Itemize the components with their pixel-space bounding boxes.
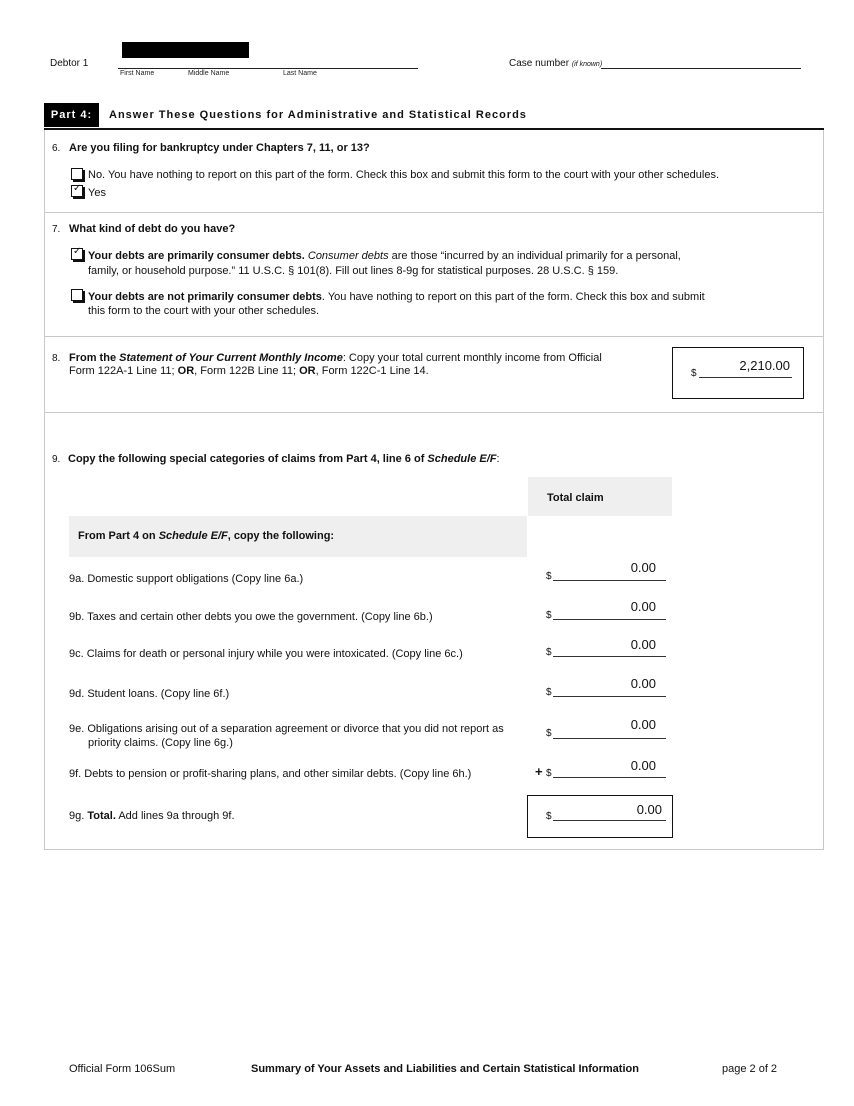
check-mark-icon: ✓ bbox=[73, 183, 82, 194]
row-9d-value[interactable]: 0.00 bbox=[630, 676, 656, 691]
check-mark-icon: ✓ bbox=[73, 246, 82, 257]
q7-consumer-text: Your debts are primarily consumer debts. Consumer debts are those “incurred by an individual primarily for a personal, bbox=[88, 250, 681, 262]
redacted-name bbox=[122, 42, 249, 58]
row-9d-label: 9d. Student loans. (Copy line 6f.) bbox=[69, 688, 230, 700]
q7-number: 7. bbox=[52, 224, 61, 235]
q9-question: Copy the following special categories of claims from Part 4, line 6 of Schedule E/F: bbox=[68, 453, 500, 465]
case-number-line bbox=[601, 68, 801, 69]
first-name-caption: First Name bbox=[120, 70, 155, 77]
question-9-section bbox=[44, 412, 824, 850]
row-9e-underline bbox=[553, 738, 666, 739]
row-9b-underline bbox=[553, 619, 666, 620]
q7-consumer-text-line2: family, or household purpose.” 11 U.S.C. § 101(8). Fill out lines 8-9g for statistical purposes. 28 U.S.C. § 159. bbox=[88, 265, 619, 277]
q8-text-line1: From the Statement of Your Current Monthly Income: Copy your total current monthly income from Official bbox=[69, 352, 602, 364]
row-9g-value[interactable]: 0.00 bbox=[636, 802, 662, 817]
row-9c-value[interactable]: 0.00 bbox=[630, 637, 656, 652]
row-9a-label: 9a. Domestic support obligations (Copy line 6a.) bbox=[69, 573, 304, 585]
footer-title: Summary of Your Assets and Liabilities and Certain Statistical Information bbox=[251, 1063, 639, 1075]
row-9c-currency: $ bbox=[546, 647, 552, 658]
footer-page-number: page 2 of 2 bbox=[722, 1063, 778, 1075]
row-9d-underline bbox=[553, 696, 666, 697]
middle-name-caption: Middle Name bbox=[188, 70, 230, 77]
monthly-income-currency: $ bbox=[691, 368, 697, 379]
part-title: Answer These Questions for Administrative and Statistical Records bbox=[109, 109, 527, 121]
monthly-income-underline bbox=[699, 377, 792, 378]
q8-number: 8. bbox=[52, 353, 61, 364]
from-part-header: From Part 4 on Schedule E/F, copy the following: bbox=[78, 530, 335, 542]
q7-consumer-checkbox[interactable] bbox=[71, 248, 83, 260]
plus-icon: + bbox=[535, 764, 543, 779]
row-9f-currency: $ bbox=[546, 768, 552, 779]
debtor-name-line bbox=[118, 68, 418, 69]
q6-yes-checkbox[interactable] bbox=[71, 185, 83, 197]
case-number-label: Case number (if known) bbox=[509, 58, 603, 69]
row-9f-value[interactable]: 0.00 bbox=[630, 758, 656, 773]
row-9b-label: 9b. Taxes and certain other debts you owe the government. (Copy line 6b.) bbox=[69, 611, 433, 623]
row-9a-value[interactable]: 0.00 bbox=[630, 560, 656, 575]
row-9c-underline bbox=[553, 656, 666, 657]
monthly-income-value[interactable]: 2,210.00 bbox=[739, 358, 790, 373]
row-9f-label: 9f. Debts to pension or profit-sharing plans, and other similar debts. (Copy line 6h.) bbox=[69, 768, 472, 780]
q7-question: What kind of debt do you have? bbox=[69, 223, 236, 235]
q6-no-checkbox[interactable] bbox=[71, 168, 83, 180]
last-name-caption: Last Name bbox=[283, 70, 317, 77]
row-9a-currency: $ bbox=[546, 571, 552, 582]
q6-no-label: No. You have nothing to report on this part of the form. Check this box and submit this form to the court with your other schedules. bbox=[88, 169, 720, 181]
q6-number: 6. bbox=[52, 143, 61, 154]
debtor-label: Debtor 1 bbox=[50, 58, 89, 69]
q7-not-consumer-text-line2: this form to the court with your other schedules. bbox=[88, 305, 320, 317]
row-9c-label: 9c. Claims for death or personal injury while you were intoxicated. (Copy line 6c.) bbox=[69, 648, 463, 660]
row-9g-currency: $ bbox=[546, 811, 552, 822]
q7-not-consumer-text: Your debts are not primarily consumer debts. You have nothing to report on this part of the form. Check this box and submit bbox=[88, 291, 705, 303]
row-9e-label-line2: priority claims. (Copy line 6g.) bbox=[88, 737, 233, 749]
row-9f-underline bbox=[553, 777, 666, 778]
row-9a-underline bbox=[553, 580, 666, 581]
row-9e-currency: $ bbox=[546, 728, 552, 739]
row-9e-label: 9e. Obligations arising out of a separation agreement or divorce that you did not report as bbox=[69, 723, 504, 735]
q6-question: Are you filing for bankruptcy under Chapters 7, 11, or 13? bbox=[69, 142, 370, 154]
part-label: Part 4: bbox=[44, 103, 99, 127]
row-9g-underline bbox=[553, 820, 666, 821]
total-claim-header: Total claim bbox=[547, 492, 604, 504]
q8-text-line2: Form 122A-1 Line 11; OR, Form 122B Line 11; OR, Form 122C-1 Line 14. bbox=[69, 365, 429, 377]
footer-form-name: Official Form 106Sum bbox=[69, 1063, 176, 1075]
row-9e-value[interactable]: 0.00 bbox=[630, 717, 656, 732]
row-9b-value[interactable]: 0.00 bbox=[630, 599, 656, 614]
q9-number: 9. bbox=[52, 454, 61, 465]
row-9g-label: 9g. Total. Add lines 9a through 9f. bbox=[69, 810, 235, 822]
q6-yes-label: Yes bbox=[88, 187, 106, 199]
row-9b-currency: $ bbox=[546, 610, 552, 621]
q7-not-consumer-checkbox[interactable] bbox=[71, 289, 83, 301]
row-9d-currency: $ bbox=[546, 687, 552, 698]
